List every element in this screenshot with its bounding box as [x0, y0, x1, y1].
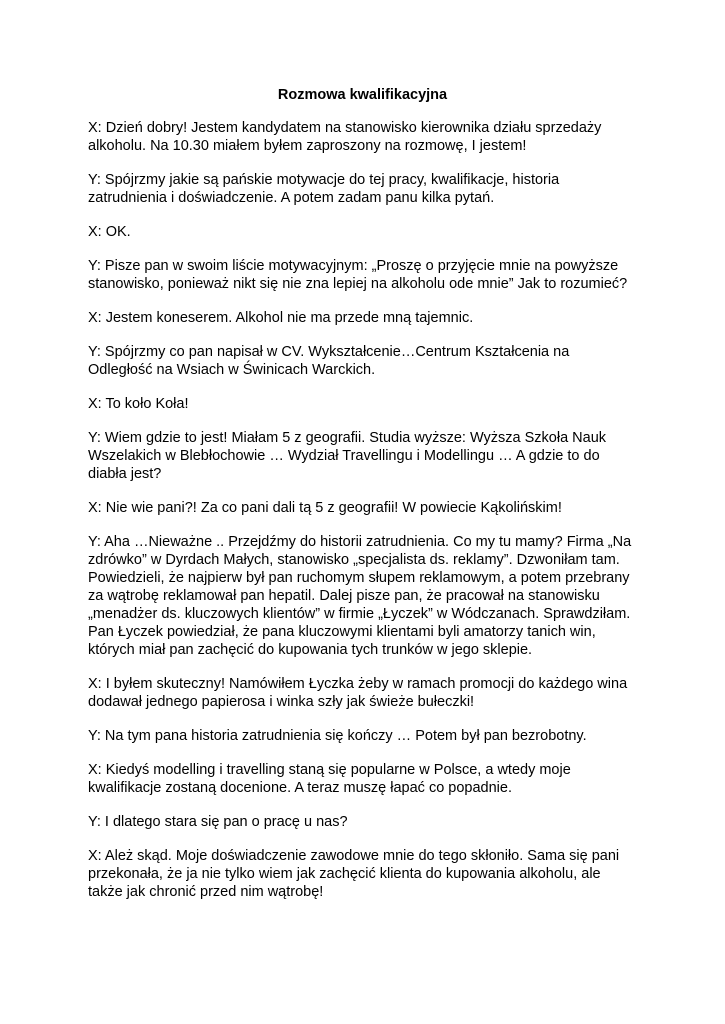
dialogue-body — [88, 119, 654, 917]
dialogue-line: Y: Aha …Nieważne .. Przejdźmy do historii zatrudnienia. Co my tu mamy? Firma „Na — [88, 534, 632, 550]
dialogue-line: za wątrobę reklamował pan hepatil. Dalej pisze pan, że pracował na stanowisku — [88, 588, 600, 604]
dialogue-line: Odległość na Wsiach w Świnicach Warckich. — [88, 362, 376, 378]
dialogue-line: X: Kiedyś modelling i travelling staną się popularne w Polsce, a wtedy moje — [88, 762, 571, 778]
dialogue-line: Y: I dlatego stara się pan o pracę u nas? — [88, 814, 348, 830]
dialogue-line: przekonała, że ja nie tylko wiem jak zachęcić klienta do kupowania alkoholu, ale — [88, 866, 601, 882]
dialogue-line: „menadżer ds. kluczowych klientów” w firmie „Łyczek” w Wódczanach. Sprawdziłam. — [88, 606, 631, 622]
dialogue-line: diabła jest? — [88, 466, 162, 482]
dialogue-paragraph — [88, 429, 654, 483]
dialogue-paragraph — [88, 533, 654, 659]
dialogue-line: których miał pan zachęcić do kupowania tych trunków w jego sklepie. — [88, 642, 533, 658]
dialogue-line: stanowisko, ponieważ nikt się nie zna lepiej na alkoholu ode mnie” Jak to rozumieć? — [88, 276, 628, 292]
dialogue-line: X: To koło Koła! — [88, 396, 189, 412]
dialogue-paragraph — [88, 761, 654, 797]
dialogue-paragraph — [88, 223, 654, 241]
dialogue-line: alkoholu. Na 10.30 miałem byłem zaproszony na rozmowę, I jestem! — [88, 138, 527, 154]
dialogue-paragraph — [88, 727, 654, 745]
dialogue-line: X: Nie wie pani?! Za co pani dali tą 5 z geografii! W powiecie Kąkolińskim! — [88, 500, 562, 516]
dialogue-line: Pan Łyczek powiedział, że pana kluczowymi klientami byli amatorzy tanich win, — [88, 624, 596, 640]
dialogue-line: dodawał jednego papierosa i winka szły jak świeże bułeczki! — [88, 694, 475, 710]
document-title: Rozmowa kwalifikacyjna — [277, 87, 448, 103]
dialogue-line: także jak chronić przed nim wątrobę! — [88, 884, 324, 900]
dialogue-line: X: OK. — [88, 224, 131, 240]
dialogue-line: Y: Na tym pana historia zatrudnienia się kończy … Potem był pan bezrobotny. — [88, 728, 587, 744]
dialogue-paragraph — [88, 119, 654, 155]
dialogue-line: Y: Wiem gdzie to jest! Miałam 5 z geografii. Studia wyższe: Wyższa Szkoła Nauk — [88, 430, 607, 446]
dialogue-line: X: I byłem skuteczny! Namówiłem Łyczka żeby w ramach promocji do każdego wina — [88, 676, 628, 692]
dialogue-line: X: Dzień dobry! Jestem kandydatem na stanowisko kierownika działu sprzedaży — [88, 120, 602, 136]
dialogue-paragraph — [88, 395, 654, 413]
dialogue-line: zdrówko” w Dyrdach Małych, stanowisko „specjalista ds. reklamy”. Dzwoniłam tam. — [88, 552, 620, 568]
dialogue-line: Y: Spójrzmy co pan napisał w CV. Wykształcenie…Centrum Kształcenia na — [88, 344, 570, 360]
dialogue-line: Y: Spójrzmy jakie są pańskie motywacje do tej pracy, kwalifikacje, historia — [88, 172, 560, 188]
dialogue-line: Y: Pisze pan w swoim liście motywacyjnym: „Proszę o przyjęcie mnie na powyższe — [88, 258, 619, 274]
dialogue-paragraph — [88, 847, 654, 901]
dialogue-paragraph — [88, 813, 654, 831]
dialogue-line: X: Jestem koneserem. Alkohol nie ma przede mną tajemnic. — [88, 310, 474, 326]
dialogue-line: kwalifikacje zostaną docenione. A teraz muszę łapać co popadnie. — [88, 780, 512, 796]
dialogue-paragraph — [88, 675, 654, 711]
dialogue-paragraph — [88, 343, 654, 379]
dialogue-line: X: Ależ skąd. Moje doświadczenie zawodowe mnie do tego skłoniło. Sama się pani — [88, 848, 620, 864]
dialogue-paragraph — [88, 171, 654, 207]
dialogue-line: Powiedzieli, że najpierw był pan ruchomym słupem reklamowym, a potem przebrany — [88, 570, 630, 586]
dialogue-line: Wszelakich w Blebłochowie … Wydział Travellingu i Modellingu … A gdzie to do — [88, 448, 600, 464]
dialogue-paragraph — [88, 499, 654, 517]
dialogue-line: zatrudnienia i doświadczenie. A potem zadam panu kilka pytań. — [88, 190, 495, 206]
dialogue-paragraph — [88, 257, 654, 293]
dialogue-paragraph — [88, 309, 654, 327]
